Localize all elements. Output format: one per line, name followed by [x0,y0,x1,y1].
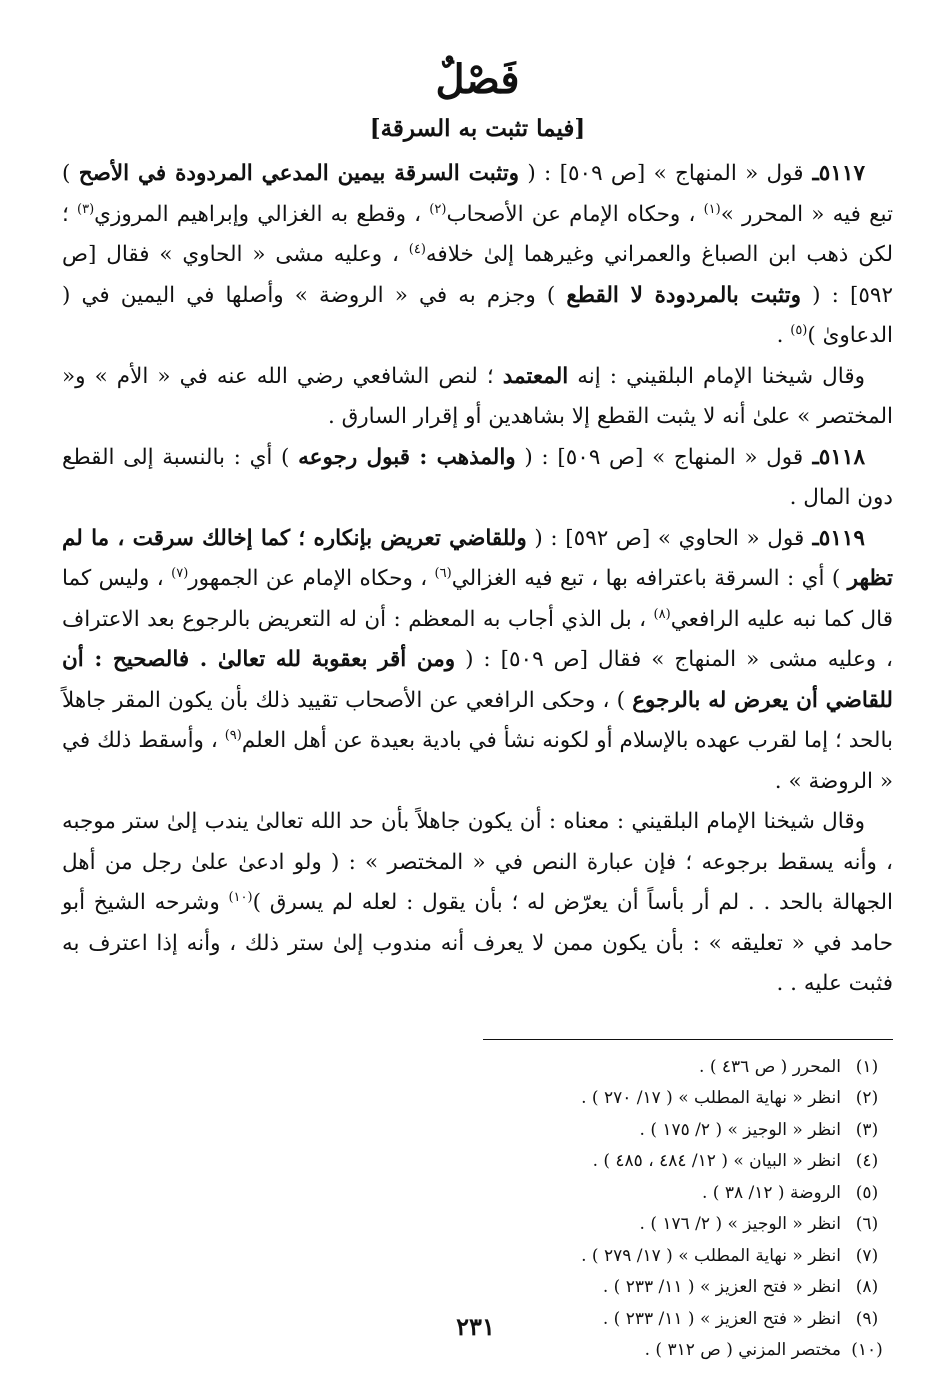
footnote-number: (٢) [855,1088,879,1108]
text-run: ، وأسقط ذلك في « الروضة » . [62,728,893,794]
text-run: ، وقطع به الغزالي وإبراهيم المروزي [94,201,430,227]
text-run: ) وجزم به في « الروضة » وأصلها في اليمين في ( الدعاوىٰ ) [62,282,893,348]
quoted-text: والمذهب : قبول رجوعه [298,444,516,470]
text-run: ، وحكاه الإمام عن الأصحاب [446,201,704,227]
text-run: وقال شيخنا الإمام البلقيني : معناه : أن يكون جاهلاً بأن حد الله تعالىٰ يندب إلىٰ ستر موجبه ، وأنه يسقط برجوعه ؛ فإن عبارة النص في « المختصر » : ( ولو ادعىٰ علىٰ رجل من أهل الجهالة بالحد . . لم أر بأساً أن يعرّض له ؛ بأن يقول : لعله لم يسرق ) [62,809,893,915]
quoted-text: وتثبت بالمردودة لا القطع [566,282,801,308]
footnote-ref[interactable]: (٧) [171,565,189,581]
paragraph-5117 [62,154,893,357]
footnote-ref[interactable]: (٢) [429,201,447,217]
footnote-item [62,1146,893,1178]
text-run: ) أي : بالنسبة إلى القطع دون المال . [62,444,893,510]
entry-number: ٥١١٨ـ [803,444,865,470]
footnote-item [62,1272,893,1304]
footnote-ref[interactable]: (١) [703,201,721,217]
footnote-text: انظر « البيان » ( ١٢/ ٤٨٤ ، ٤٨٥ ) . [592,1151,841,1171]
text-run: ) ، وحكى الرافعي عن الأصحاب تقييد ذلك بأن يكون المقر جاهلاً بالحد ؛ إما لقرب عهده بالإسلام أو لكونه نشأ في بادية بعيدة عن أهل العلم [62,687,893,753]
footnote-text: الروضة ( ١٢/ ٣٨ ) . [702,1182,841,1203]
footnote-number: (٣) [855,1119,879,1140]
footnote-text: المحرر ( ص ٤٣٦ ) . [699,1056,841,1077]
entry-number: ٥١١٧ـ [803,161,865,186]
text-run: ) تبع فيه « المحرر » [62,161,893,227]
footnote-number: (١٠) [851,1340,883,1360]
text-run: وقال شيخنا الإمام البلقيني : إنه [568,363,866,389]
text-run: ، بل الذي أجاب به المعظم : أن له التعريض بالرجوع بعد الاعتراف ، وعليه مشى « المنهاج » فقال [ص ٥٠٩] : ( [62,606,893,672]
footnote-ref[interactable]: (٨) [653,606,671,622]
quoted-text: المعتمد [502,363,569,389]
footnote-ref[interactable]: (٩) [224,727,242,743]
quoted-text: وتثبت السرقة بيمين المدعي المردودة في الأصح [78,161,520,186]
footnote-number: (٩) [855,1308,879,1329]
paragraph-5119 [62,519,893,803]
footnote-number: (٥) [855,1182,879,1203]
text-run: ، وحكاه الإمام عن الجمهور [188,566,435,591]
paragraph-bulqini-2 [62,802,893,1005]
footnote-ref[interactable]: (٥) [790,322,808,338]
footnote-text: انظر « الوجيز » ( ٢/ ١٧٦ ) . [639,1214,841,1234]
footnote-number: (٦) [855,1214,879,1234]
text-run: ؛ لنص الشافعي رضي الله عنه في « الأم » و« المختصر » علىٰ أنه لا يثبت القطع إلا بشاهدين أو إقرار السارق . [62,363,893,429]
footnote-ref[interactable]: (١٠) [228,889,253,905]
text-run: ؛ لكن ذهب ابن الصباغ والعمراني وغيرهما إلىٰ خلافه [62,201,894,267]
paragraph-bulqini-1 [62,357,893,438]
footnote-ref[interactable]: (٤) [408,241,426,257]
footnote-ref[interactable]: (٦) [434,565,452,581]
text-run: ، وعليه مشى « الحاوي » فقال [ص ٥٩٢] : ( [62,242,893,308]
text-run: ، وليس كما قال كما نبه عليه الرافعي [62,566,893,632]
text-run: وشرحه الشيخ أبو حامد في « تعليقه » : بأن يكون ممن لا يعرف أنه مندوب إلىٰ ستر ذلك ، وأنه إذا اعترف به فثبت عليه . . [62,890,893,996]
footnote-item [62,1083,893,1115]
footnote-number: (١) [855,1056,879,1077]
footnote-number: (٧) [855,1245,879,1266]
footnote-ref[interactable]: (٣) [77,201,95,217]
footnote-text: مختصر المزني ( ص ٣١٢ ) . [644,1340,841,1360]
chapter-ornament: فَصْلٌ [435,56,520,103]
footnote-text: انظر « الوجيز » ( ٢/ ١٧٥ ) . [639,1119,841,1140]
footnote-number: (٨) [855,1277,879,1297]
quoted-text: ومن أقر بعقوبة لله تعالىٰ . فالصحيح : أن للقاضي أن يعرض له بالرجوع [62,647,893,713]
footnote-text: انظر « نهاية المطلب » ( ١٧/ ٢٧٠ ) . [581,1088,841,1108]
footnote-divider [483,1039,893,1040]
quoted-text: وللقاضي تعريض بإنكاره ؛ كما إخالك سرقت ، ما لم تظهر [62,525,894,591]
footnote-item [62,1241,893,1273]
text-run: قول « المنهاج » [ص ٥٠٩] : ( [519,161,804,186]
footnote-text: انظر « فتح العزيز » ( ١١/ ٢٣٣ ) . [602,1277,841,1297]
text-run: ) أي : السرقة باعترافه بها ، تبع فيه الغزالي [451,566,848,591]
entry-number: ٥١١٩ـ [804,525,865,551]
section-title: [فيما تثبت به السرقة] [369,115,586,142]
footnote-text: انظر « فتح العزيز » ( ١١/ ٢٣٣ ) . [602,1308,841,1329]
text-run: قول « الحاوي » [ص ٥٩٢] : ( [526,525,805,551]
paragraph-5118 [62,438,893,519]
footnote-item [62,1178,893,1210]
footnote-text: انظر « نهاية المطلب » ( ١٧/ ٢٧٩ ) . [581,1245,841,1266]
footnote-item [62,1209,893,1241]
footnote-number: (٤) [855,1151,879,1171]
footnote-item [62,1115,893,1147]
footnote-item [62,1052,893,1084]
page-number: ٢٣١ [456,1312,495,1341]
text-run: قول « المنهاج » [ص ٥٠٩] : ( [515,444,804,470]
text-run: . [776,323,791,348]
